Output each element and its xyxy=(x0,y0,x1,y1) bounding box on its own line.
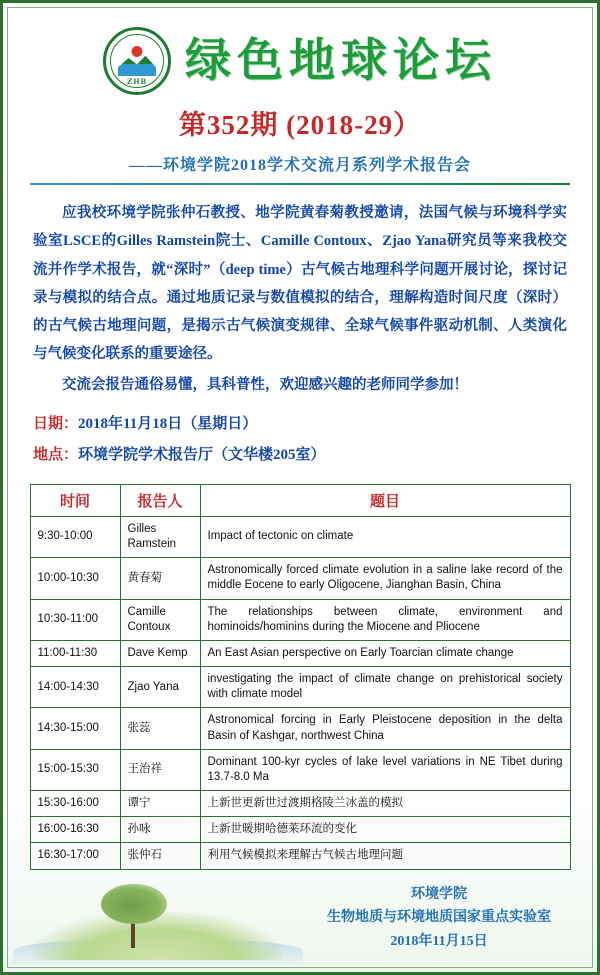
cell-time: 14:30-15:00 xyxy=(30,708,120,749)
schedule-table-body xyxy=(30,516,570,869)
footer-line-3: 2018年11月15日 xyxy=(390,934,488,950)
footer-line-2: 生物地质与环境地质国家重点实验室 xyxy=(327,910,551,926)
cell-topic: Astronomical forcing in Early Pleistocene deposition in the delta Basin of Kashgar, northwest China xyxy=(200,708,570,749)
cell-time: 11:00-11:30 xyxy=(30,640,120,666)
cell-topic: investigating the impact of climate change on prehistorical society with climate model xyxy=(200,667,570,708)
logo-text: ZHB xyxy=(127,77,147,86)
table-row xyxy=(30,791,570,817)
description-paragraph-2: 交流会报告通俗易懂，具科普性，欢迎感兴趣的老师同学参加！ xyxy=(62,376,468,393)
hill-shape-icon xyxy=(33,912,283,960)
footer-line-1: 环境学院 xyxy=(411,886,467,902)
column-header-time: 时间 xyxy=(30,484,120,516)
cell-topic: 上新世更新世过渡期格陵兰冰盖的模拟 xyxy=(200,791,570,817)
tree-canopy-icon xyxy=(101,884,167,924)
cell-time: 16:00-16:30 xyxy=(30,817,120,843)
table-row xyxy=(30,817,570,843)
cell-speaker: 张蕊 xyxy=(120,708,200,749)
cell-speaker: 王治祥 xyxy=(120,749,200,790)
cell-topic: Astronomically forced climate evolution in a saline lake record of the middle Eocene to early Oligocene, Jianghan Basin, China xyxy=(200,558,570,599)
cell-topic: Impact of tectonic on climate xyxy=(200,516,570,557)
description-block xyxy=(33,199,567,399)
poster-footer xyxy=(3,868,597,964)
cell-speaker: 孙咏 xyxy=(120,817,200,843)
cell-speaker: 黄春菊 xyxy=(120,558,200,599)
cell-time: 9:30-10:00 xyxy=(30,516,120,557)
cell-time: 16:30-17:00 xyxy=(30,843,120,869)
table-row xyxy=(30,558,570,599)
table-header-row xyxy=(30,484,570,516)
schedule-table xyxy=(30,484,571,870)
event-date-row xyxy=(33,409,567,441)
header-divider xyxy=(30,183,570,185)
cell-topic: Dominant 100-kyr cycles of lake level variations in NE Tibet during 13.7-8.0 Ma xyxy=(200,749,570,790)
table-row xyxy=(30,599,570,640)
cell-time: 10:30-11:00 xyxy=(30,599,120,640)
description-paragraph-1: 应我校环境学院张仲石教授、地学院黄春菊教授邀请，法国气候与环境科学实验室LSCE的Gilles Ramstein院士、Camille Contoux、Zjao Yana研究员等来我校交流并作学术报告，就“深时”（deep time）古气候古地理科学问题开展讨论，探讨记录与模拟的结合点。通过地质记录与数值模拟的结合，理解构造时间尺度（深时）的古气候古地理问题，是揭示古气候演变规律、全球气候事件驱动机制、人类演化与气候变化联系的重要途径。 xyxy=(33,205,567,363)
event-date-value: 2018年11月18日（星期日） xyxy=(78,415,258,432)
event-place-label: 地点： xyxy=(33,447,79,464)
institution-logo-icon xyxy=(103,27,171,95)
table-row xyxy=(30,640,570,666)
cell-time: 14:00-14:30 xyxy=(30,667,120,708)
cell-topic: An East Asian perspective on Early Toarcian climate change xyxy=(200,640,570,666)
table-row xyxy=(30,516,570,557)
cell-time: 10:00-10:30 xyxy=(30,558,120,599)
cell-time: 15:00-15:30 xyxy=(30,749,120,790)
cell-topic: 上新世暖期哈德莱环流的变化 xyxy=(200,817,570,843)
table-row xyxy=(30,843,570,869)
column-header-topic: 题目 xyxy=(200,484,570,516)
event-date-label: 日期： xyxy=(33,415,79,432)
landscape-illustration xyxy=(13,874,313,964)
table-row xyxy=(30,708,570,749)
poster-header xyxy=(3,3,597,97)
logo-sun-icon xyxy=(132,46,143,57)
event-meta xyxy=(33,409,567,472)
cell-speaker: 张仲石 xyxy=(120,843,200,869)
cell-topic: 利用气候模拟来理解古气候古地理问题 xyxy=(200,843,570,869)
cell-topic: The relationships between climate, environment and hominoids/hominins during the Miocene and Pliocene xyxy=(200,599,570,640)
table-row xyxy=(30,667,570,708)
series-subtitle: ——环境学院2018学术交流月系列学术报告会 xyxy=(128,157,471,174)
table-row xyxy=(30,749,570,790)
event-place-value: 环境学院学术报告厅（文华楼205室） xyxy=(78,447,326,464)
issue-number: 第352期 (2018-29） xyxy=(178,110,422,140)
cell-speaker: Zjao Yana xyxy=(120,667,200,708)
cell-time: 15:30-16:00 xyxy=(30,791,120,817)
cell-speaker: 谭宁 xyxy=(120,791,200,817)
column-header-speaker: 报告人 xyxy=(120,484,200,516)
footer-signature xyxy=(327,883,551,954)
page-title: 绿色地球论坛 xyxy=(185,34,497,86)
cell-speaker: Dave Kemp xyxy=(120,640,200,666)
event-place-row xyxy=(33,440,567,472)
cell-speaker: Camille Contoux xyxy=(120,599,200,640)
cell-speaker: Gilles Ramstein xyxy=(120,516,200,557)
